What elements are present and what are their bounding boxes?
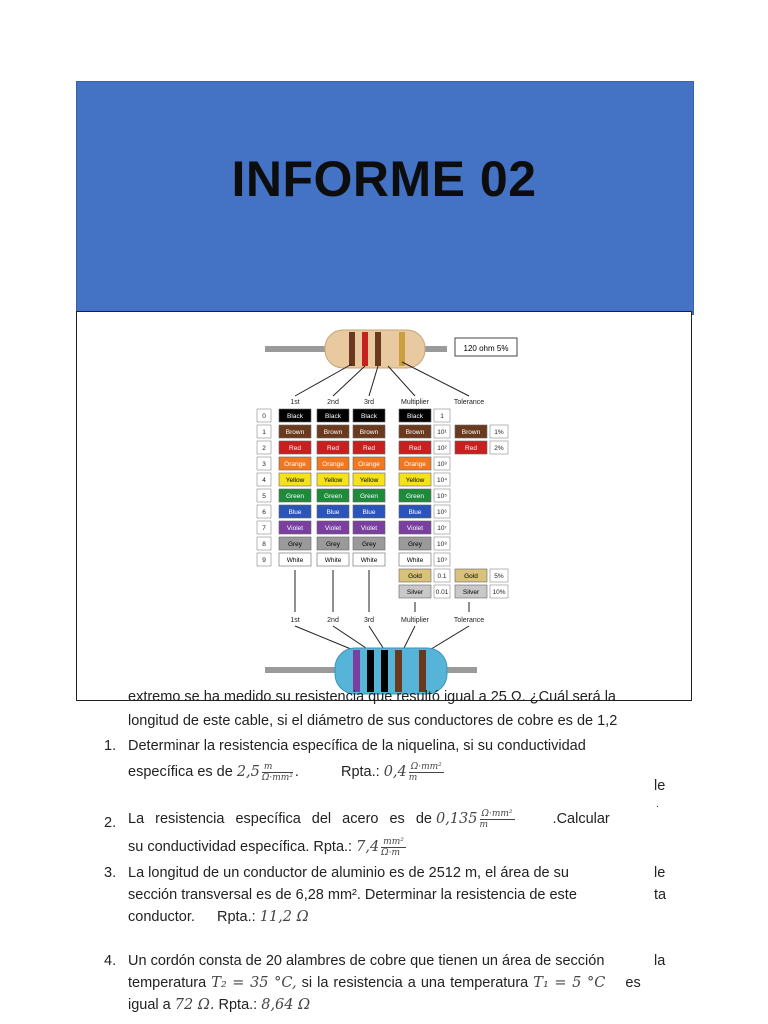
resistor-chart-svg [77,312,691,700]
multiplier-name: Brown [405,429,425,436]
color-name: White [360,557,378,564]
color-name: Blue [288,509,302,516]
multiplier-name: Black [407,413,423,420]
partial-line: longitud de este cable, si el diámetro de sus conductores de cobre es de 1,2 [128,713,618,729]
problem-3-number: 3. [104,865,117,881]
digit-label: 6 [262,509,266,516]
problem-3-line1: La longitud de un conductor de aluminio es de 2512 m, el área de su [128,865,569,881]
color-name: Black [325,413,341,420]
color-name: Orange [322,461,344,468]
fragment-le: le [654,778,666,794]
color-name: Black [361,413,377,420]
header-2nd-bottom: 2nd [327,617,339,624]
problem-2-line1: La resistencia específica del acero es de 0,135 $\frac{\text{Ω·mm²}}{m}$ .Calcular [128,808,610,830]
multiplier-name: Yellow [405,477,425,484]
digit-label: 4 [262,477,266,484]
color-name: Red [327,445,339,452]
top-band-tolerance [399,332,405,366]
tolerance-value: 2% [494,445,504,452]
digit-label: 3 [262,461,266,468]
tolerance-name: Brown [461,429,481,436]
color-name: Blue [326,509,340,516]
digit-label: 7 [262,525,266,532]
fragment-le-2: le [654,865,666,881]
value-tag-text: 120 ohm 5% [463,344,509,353]
color-name: Brown [285,429,305,436]
color-name: Green [285,493,305,500]
problem-1-fraction: $\frac{m}{\text{Ω·mm²}}$ [261,761,293,783]
multiplier-value: 0.1 [437,573,447,580]
problem-4-line3: igual a 72 Ω. Rpta.: 8,64 Ω [128,997,311,1013]
multiplier-value: 10¹ [437,429,447,436]
problem-1-rpta-fraction: $\frac{\text{Ω·mm²}}{m}$ [408,761,442,783]
tolerance-name: Gold [464,573,478,580]
problem-4-line2: temperatura T₂ = 35 °C, si la resistencia a una temperatura T₁ = 5 °C es [128,975,641,991]
multiplier-name: Red [409,445,421,452]
digit-label: 1 [262,429,266,436]
color-name: Grey [287,541,303,548]
color-name: Green [359,493,379,500]
color-name: Violet [360,525,378,532]
digit-label: 5 [262,493,266,500]
top-band-3 [375,332,381,366]
cut-off-text: extremo se ha medido su resistencia que resultó igual a 25 Ω. ¿Cuál será la [128,689,616,705]
color-name: Red [363,445,375,452]
header-1st-top: 1st [290,399,300,406]
problem-4-number: 4. [104,953,117,969]
digit-label: 2 [262,445,266,452]
fragment-la: la [654,953,666,969]
multiplier-name: Silver [406,589,424,596]
multiplier-value: 0.01 [435,589,449,596]
problem-1-line2: específica es de 2,5 $\frac{m}{\text{Ω·mm²}}$ . Rpta.: 0,4 $\frac{\text{Ω·mm²}}{m}$ [128,761,442,783]
color-name: Orange [284,461,306,468]
multiplier-name: Violet [406,525,424,532]
header-tolerance-bottom: Tolerance [453,617,485,624]
multiplier-value: 10⁹ [436,557,448,564]
fragment-dot: . [656,799,659,810]
tolerance-value: 1% [494,429,504,436]
page-title: INFORME 02 [231,151,537,207]
tolerance-name: Silver [462,589,480,596]
color-name: Red [289,445,301,452]
color-name: Yellow [323,477,343,484]
color-name: Grey [325,541,341,548]
color-name: White [324,557,342,564]
digit-label: 9 [262,557,266,564]
problem-4-line1: Un cordón consta de 20 alambres de cobre que tienen un área de sección [128,953,605,969]
multiplier-name: Orange [404,461,426,468]
color-name: Green [323,493,343,500]
multiplier-name: White [406,557,424,564]
header-3rd-bottom: 3rd [363,617,375,624]
multiplier-value: 1 [440,413,444,420]
header-3rd-top: 3rd [363,399,375,406]
multiplier-value: 10⁵ [437,493,447,500]
multiplier-name: Gold [408,573,422,580]
color-name: Brown [359,429,379,436]
multiplier-name: Blue [408,509,422,516]
problem-2-number: 2. [104,815,117,831]
problem-2-fraction: $\frac{\text{Ω·mm²}}{m}$ [479,808,513,830]
top-band-1 [349,332,355,366]
header-multiplier-top: Multiplier [400,399,430,406]
color-name: Brown [323,429,343,436]
problem-3-line2: sección transversal es de 6,28 mm². Determinar la resistencia de este [128,887,577,903]
color-name: Violet [286,525,304,532]
problem-2-rpta-fraction: $\frac{\text{mm²}}{\Omega\cdot m}$ [381,836,404,858]
multiplier-value: 10² [437,445,447,452]
color-name: Grey [361,541,377,548]
problem-2-line2: su conductividad específica. Rpta.: 7,4 $\frac{\text{mm²}}{\Omega\cdot m}$ [128,836,404,858]
color-name: Yellow [359,477,379,484]
color-name: Violet [324,525,342,532]
resistor-color-code-figure [76,311,692,701]
problem-1-number: 1. [104,738,117,754]
tolerance-value: 5% [494,573,504,580]
color-name: Yellow [285,477,305,484]
header-tolerance-top: Tolerance [453,399,485,406]
multiplier-value: 10⁶ [437,509,447,516]
multiplier-name: Green [405,493,425,500]
problem-3-line3: conductor. Rpta.: 11,2 Ω [128,909,309,925]
header-multiplier-bottom: Multiplier [400,617,430,624]
header-1st-bottom: 1st [290,617,300,624]
header-2nd-top: 2nd [327,399,339,406]
color-name: Blue [362,509,376,516]
color-name: White [286,557,304,564]
top-band-2 [362,332,368,366]
problem-1-line1: Determinar la resistencia específica de la niquelina, si su conductividad [128,738,586,754]
multiplier-value: 10⁷ [437,525,447,532]
multiplier-value: 10⁴ [436,477,448,484]
cut-off-text-container [128,689,668,708]
multiplier-name: Grey [407,541,423,548]
digit-label: 8 [262,541,266,548]
color-name: Black [287,413,303,420]
tolerance-name: Red [465,445,477,452]
tolerance-value: 10% [492,589,506,596]
color-table [257,409,508,598]
color-name: Orange [358,461,380,468]
multiplier-value: 10³ [437,461,447,468]
digit-label: 0 [262,413,266,420]
multiplier-value: 10⁸ [437,541,447,548]
fragment-ta: ta [654,887,667,903]
